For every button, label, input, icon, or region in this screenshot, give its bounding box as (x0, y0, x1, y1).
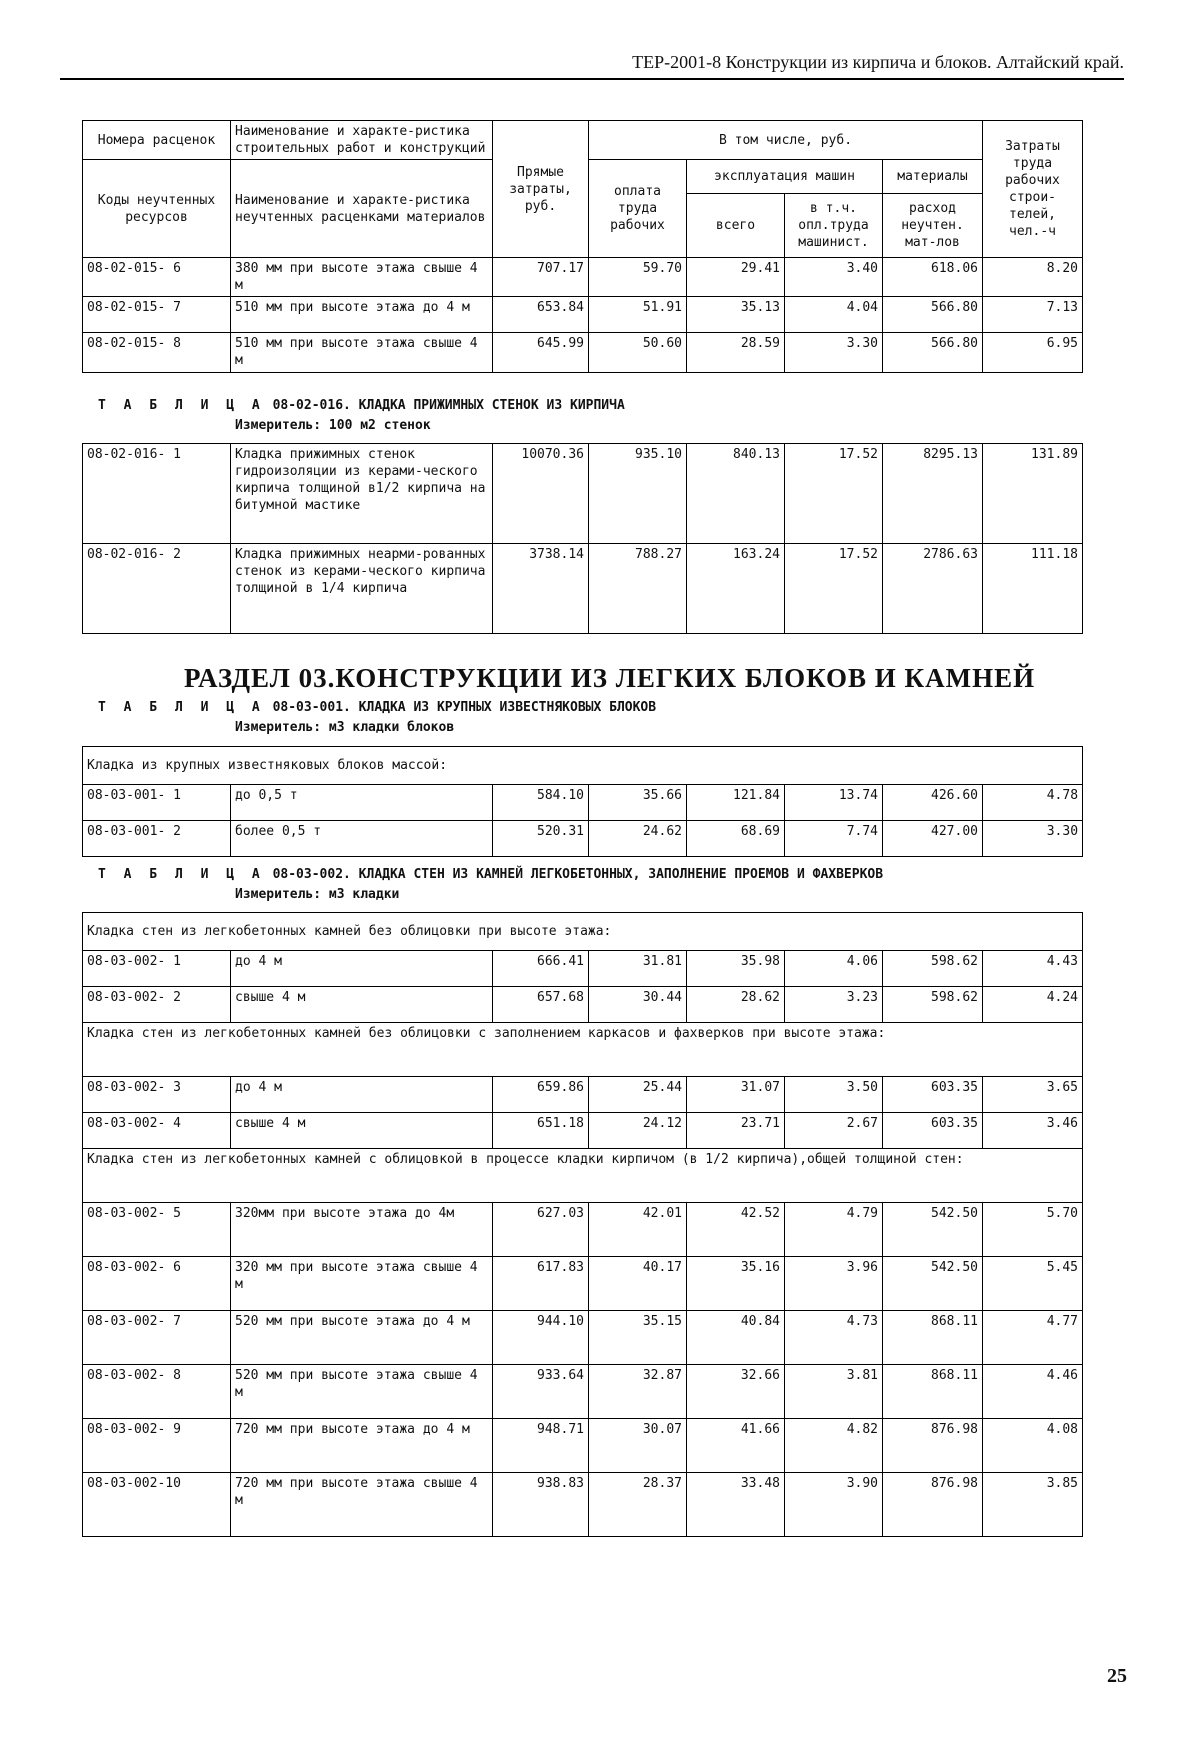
table-meter: Измеритель: м3 кладки (235, 887, 400, 902)
row-materials: 542.50 (883, 1257, 983, 1311)
row-operator: 3.90 (785, 1473, 883, 1537)
table-row (83, 1419, 1083, 1473)
header-total: всего (687, 194, 785, 258)
table-row (83, 297, 1083, 333)
row-direct: 707.17 (493, 258, 589, 297)
group-heading: Кладка из крупных известняковых блоков массой: (83, 747, 1083, 785)
row-operator: 4.82 (785, 1419, 883, 1473)
group-heading: Кладка стен из легкобетонных камней с облицовкой в процессе кладки кирпичом (в 1/2 кирпича),общей толщиной стен: (83, 1149, 1083, 1203)
row-direct: 627.03 (493, 1203, 589, 1257)
page-number: 25 (1107, 1665, 1127, 1687)
header-direct-costs: Прямые затраты, руб. (493, 121, 589, 258)
table-row (83, 1077, 1083, 1113)
header-including: В том числе, руб. (589, 121, 983, 160)
table-row (83, 1257, 1083, 1311)
table-row (83, 444, 1083, 544)
row-direct: 584.10 (493, 785, 589, 821)
table-03-002 (82, 912, 1083, 1537)
row-wages: 28.37 (589, 1473, 687, 1537)
row-materials: 618.06 (883, 258, 983, 297)
row-machines: 33.48 (687, 1473, 785, 1537)
table-row (83, 951, 1083, 987)
row-direct: 645.99 (493, 333, 589, 373)
row-wages: 25.44 (589, 1077, 687, 1113)
row-direct: 10070.36 (493, 444, 589, 544)
header-machines: эксплуатация машин (687, 160, 883, 194)
table-row (83, 1365, 1083, 1419)
row-labor: 3.85 (983, 1473, 1083, 1537)
row-machines: 68.69 (687, 821, 785, 857)
table-row (83, 821, 1083, 857)
row-wages: 24.12 (589, 1113, 687, 1149)
header-labor: Затраты труда рабочих строи-телей, чел.-ч (983, 121, 1083, 258)
row-name: Кладка прижимных неарми-рованных стенок из керами-ческого кирпича толщиной в 1/4 кирпича (231, 544, 493, 634)
row-labor: 4.46 (983, 1365, 1083, 1419)
row-labor: 3.30 (983, 821, 1083, 857)
row-operator: 3.81 (785, 1365, 883, 1419)
table-title: 08-03-001. КЛАДКА ИЗ КРУПНЫХ ИЗВЕСТНЯКОВЫХ БЛОКОВ (272, 700, 657, 715)
header-wages: оплата труда рабочих (589, 160, 687, 258)
row-operator: 13.74 (785, 785, 883, 821)
row-direct: 657.68 (493, 987, 589, 1023)
row-code: 08-03-002- 7 (83, 1311, 231, 1365)
table-row (83, 258, 1083, 297)
row-name: 510 мм при высоте этажа свыше 4 м (231, 333, 493, 373)
row-machines: 121.84 (687, 785, 785, 821)
row-name: свыше 4 м (231, 987, 493, 1023)
row-name: более 0,5 т (231, 821, 493, 857)
row-name: 520 мм при высоте этажа свыше 4 м (231, 1365, 493, 1419)
header-operator-wages: в т.ч. опл.труда машинист. (785, 194, 883, 258)
header-codes: Коды неучтенных ресурсов (83, 160, 231, 258)
row-machines: 32.66 (687, 1365, 785, 1419)
row-machines: 23.71 (687, 1113, 785, 1149)
table-meter: Измеритель: м3 кладки блоков (235, 720, 455, 735)
row-name: до 4 м (231, 951, 493, 987)
row-materials: 542.50 (883, 1203, 983, 1257)
row-operator: 4.04 (785, 297, 883, 333)
row-name: 720 мм при высоте этажа до 4 м (231, 1419, 493, 1473)
row-code: 08-03-001- 2 (83, 821, 231, 857)
table-row (83, 987, 1083, 1023)
row-labor: 5.70 (983, 1203, 1083, 1257)
row-wages: 35.15 (589, 1311, 687, 1365)
table-meter: Измеритель: 100 м2 стенок (235, 418, 431, 433)
row-direct: 651.18 (493, 1113, 589, 1149)
header-name-unaccounted: Наименование и характе-ристика неучтенных расценками материалов (231, 160, 493, 258)
row-labor: 3.65 (983, 1077, 1083, 1113)
row-labor: 111.18 (983, 544, 1083, 634)
row-materials: 426.60 (883, 785, 983, 821)
table-title: 08-03-002. КЛАДКА СТЕН ИЗ КАМНЕЙ ЛЕГКОБЕТОННЫХ, ЗАПОЛНЕНИЕ ПРОЕМОВ И ФАХВЕРКОВ (272, 867, 884, 882)
row-materials: 566.80 (883, 333, 983, 373)
row-operator: 3.50 (785, 1077, 883, 1113)
row-materials: 603.35 (883, 1113, 983, 1149)
row-code: 08-02-015- 8 (83, 333, 231, 373)
row-code: 08-02-015- 7 (83, 297, 231, 333)
row-code: 08-03-002- 8 (83, 1365, 231, 1419)
row-name: Кладка прижимных стенок гидроизоляции из керами-ческого кирпича толщиной в1/2 кирпича на битумной мастике (231, 444, 493, 544)
row-code: 08-03-001- 1 (83, 785, 231, 821)
header-materials: материалы (883, 160, 983, 194)
row-machines: 28.62 (687, 987, 785, 1023)
row-operator: 3.96 (785, 1257, 883, 1311)
row-wages: 50.60 (589, 333, 687, 373)
row-wages: 35.66 (589, 785, 687, 821)
table-caption (98, 398, 625, 413)
row-operator: 7.74 (785, 821, 883, 857)
row-machines: 35.98 (687, 951, 785, 987)
row-code: 08-02-016- 2 (83, 544, 231, 634)
header-name: Наименование и характе-ристика строительных работ и конструкций (231, 121, 493, 160)
row-direct: 933.64 (493, 1365, 589, 1419)
row-name: 380 мм при высоте этажа свыше 4 м (231, 258, 493, 297)
row-wages: 935.10 (589, 444, 687, 544)
table-caption (98, 700, 656, 715)
row-direct: 659.86 (493, 1077, 589, 1113)
row-labor: 4.78 (983, 785, 1083, 821)
row-operator: 4.73 (785, 1311, 883, 1365)
row-direct: 944.10 (493, 1311, 589, 1365)
row-wages: 31.81 (589, 951, 687, 987)
table-caption (98, 867, 883, 882)
row-labor: 4.77 (983, 1311, 1083, 1365)
table-prefix: Т А Б Л И Ц А (98, 867, 265, 882)
row-name: свыше 4 м (231, 1113, 493, 1149)
row-operator: 3.40 (785, 258, 883, 297)
row-machines: 40.84 (687, 1311, 785, 1365)
row-materials: 603.35 (883, 1077, 983, 1113)
table-prefix: Т А Б Л И Ц А (98, 700, 265, 715)
table-row (83, 1113, 1083, 1149)
table-03-001 (82, 746, 1083, 857)
row-materials: 876.98 (883, 1473, 983, 1537)
row-code: 08-03-002-10 (83, 1473, 231, 1537)
row-machines: 42.52 (687, 1203, 785, 1257)
table-016 (82, 443, 1083, 634)
running-header: ТЕР-2001-8 Конструкции из кирпича и блоков. Алтайский край. (632, 52, 1124, 72)
row-labor: 3.46 (983, 1113, 1083, 1149)
row-wages: 40.17 (589, 1257, 687, 1311)
table-015 (82, 120, 1083, 373)
row-materials: 868.11 (883, 1365, 983, 1419)
row-code: 08-03-002- 6 (83, 1257, 231, 1311)
row-machines: 35.13 (687, 297, 785, 333)
row-labor: 4.24 (983, 987, 1083, 1023)
group-heading: Кладка стен из легкобетонных камней без облицовки при высоте этажа: (83, 913, 1083, 951)
table-row (83, 333, 1083, 373)
row-labor: 4.43 (983, 951, 1083, 987)
row-code: 08-03-002- 3 (83, 1077, 231, 1113)
row-materials: 566.80 (883, 297, 983, 333)
row-direct: 520.31 (493, 821, 589, 857)
row-machines: 840.13 (687, 444, 785, 544)
row-name: 520 мм при высоте этажа до 4 м (231, 1311, 493, 1365)
row-name: 720 мм при высоте этажа свыше 4 м (231, 1473, 493, 1537)
header-rule (60, 78, 1124, 80)
row-operator: 3.30 (785, 333, 883, 373)
row-code: 08-03-002- 4 (83, 1113, 231, 1149)
row-machines: 29.41 (687, 258, 785, 297)
row-code: 08-03-002- 2 (83, 987, 231, 1023)
header-numbers: Номера расценок (83, 121, 231, 160)
row-name: до 0,5 т (231, 785, 493, 821)
row-machines: 35.16 (687, 1257, 785, 1311)
row-machines: 41.66 (687, 1419, 785, 1473)
row-labor: 131.89 (983, 444, 1083, 544)
row-operator: 4.79 (785, 1203, 883, 1257)
row-materials: 8295.13 (883, 444, 983, 544)
table-row (83, 1203, 1083, 1257)
table-row (83, 785, 1083, 821)
row-operator: 17.52 (785, 444, 883, 544)
row-materials: 598.62 (883, 987, 983, 1023)
table-prefix: Т А Б Л И Ц А (98, 398, 265, 413)
row-code: 08-03-002- 9 (83, 1419, 231, 1473)
row-wages: 24.62 (589, 821, 687, 857)
row-direct: 938.83 (493, 1473, 589, 1537)
group-heading: Кладка стен из легкобетонных камней без облицовки с заполнением каркасов и фахверков при высоте этажа: (83, 1023, 1083, 1077)
row-labor: 5.45 (983, 1257, 1083, 1311)
row-materials: 598.62 (883, 951, 983, 987)
row-wages: 32.87 (589, 1365, 687, 1419)
row-wages: 59.70 (589, 258, 687, 297)
row-direct: 653.84 (493, 297, 589, 333)
row-machines: 28.59 (687, 333, 785, 373)
row-materials: 876.98 (883, 1419, 983, 1473)
row-operator: 17.52 (785, 544, 883, 634)
row-code: 08-03-002- 1 (83, 951, 231, 987)
row-code: 08-02-016- 1 (83, 444, 231, 544)
row-wages: 30.44 (589, 987, 687, 1023)
row-direct: 948.71 (493, 1419, 589, 1473)
table-title: 08-02-016. КЛАДКА ПРИЖИМНЫХ СТЕНОК ИЗ КИРПИЧА (272, 398, 625, 413)
row-machines: 31.07 (687, 1077, 785, 1113)
row-operator: 2.67 (785, 1113, 883, 1149)
row-labor: 6.95 (983, 333, 1083, 373)
row-labor: 4.08 (983, 1419, 1083, 1473)
row-labor: 8.20 (983, 258, 1083, 297)
row-direct: 666.41 (493, 951, 589, 987)
table-row (83, 544, 1083, 634)
row-direct: 3738.14 (493, 544, 589, 634)
row-materials: 868.11 (883, 1311, 983, 1365)
row-code: 08-03-002- 5 (83, 1203, 231, 1257)
row-direct: 617.83 (493, 1257, 589, 1311)
row-code: 08-02-015- 6 (83, 258, 231, 297)
row-materials: 2786.63 (883, 544, 983, 634)
row-machines: 163.24 (687, 544, 785, 634)
section-title: РАЗДЕЛ 03.КОНСТРУКЦИИ ИЗ ЛЕГКИХ БЛОКОВ И КАМНЕЙ (184, 663, 1036, 693)
header-unaccounted-materials: расход неучтен. мат-лов (883, 194, 983, 258)
table-row (83, 1473, 1083, 1537)
row-operator: 4.06 (785, 951, 883, 987)
row-operator: 3.23 (785, 987, 883, 1023)
row-wages: 51.91 (589, 297, 687, 333)
row-wages: 30.07 (589, 1419, 687, 1473)
row-name: до 4 м (231, 1077, 493, 1113)
row-name: 510 мм при высоте этажа до 4 м (231, 297, 493, 333)
row-name: 320мм при высоте этажа до 4м (231, 1203, 493, 1257)
row-labor: 7.13 (983, 297, 1083, 333)
row-wages: 788.27 (589, 544, 687, 634)
row-name: 320 мм при высоте этажа свыше 4 м (231, 1257, 493, 1311)
row-wages: 42.01 (589, 1203, 687, 1257)
table-row (83, 1311, 1083, 1365)
row-materials: 427.00 (883, 821, 983, 857)
